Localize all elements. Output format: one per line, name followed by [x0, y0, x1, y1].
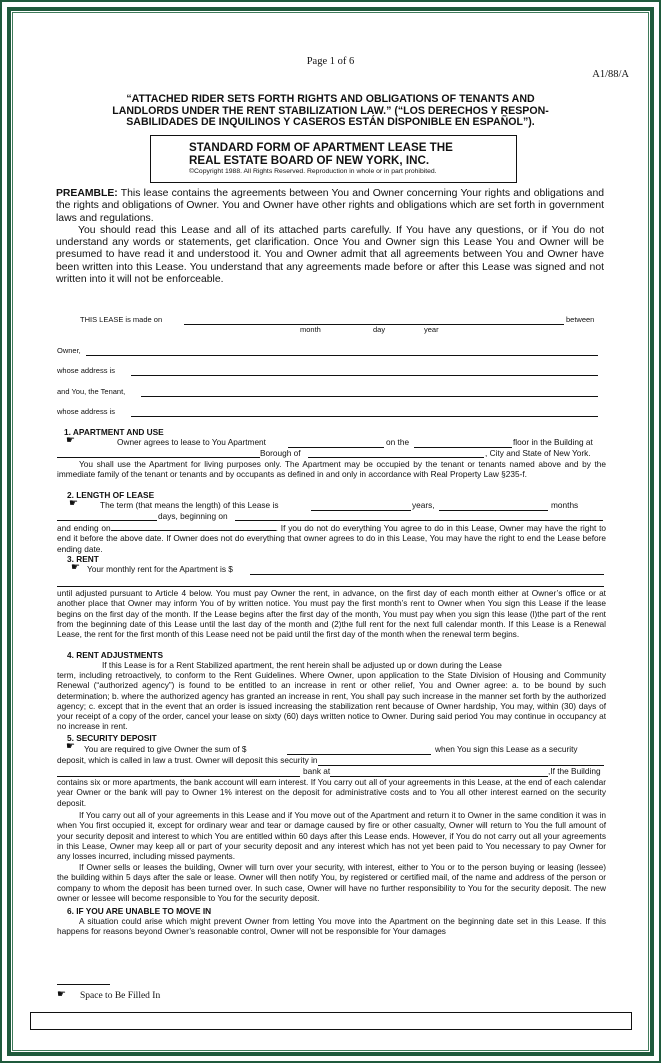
s5-bank-at-label: bank at	[303, 766, 331, 776]
footnote-text: Space to Be Filled In	[80, 991, 161, 1001]
s3-body: until adjusted pursuant to Article 4 below. You must pay Owner the rent, in advance, on the first day of each month either at Owner’s office or at another place that Owner may inform You of by written notice. You must pay the first month’s rent to Owner when You sign this Lease if the lease begins on the first day of the month. If the Lease begins after the first day of the month, You must pay when you sign this lease (l)the part of the rent from the beginning date of this Lease until the last day of the month and (2)the full rent for the next full calendar month. If this Lease is a Renewal Lease, the rent for the first month of this Lease need not be paid until the first day of the month when the renewal term begins.	[57, 588, 606, 640]
s4-body: term, including retroactively, to conform to the Rent Guidelines. Where Owner, upon application to the State Division of Housing and Community Renewal (“authorized agency”) is found to be entitled to an increase in rent or other relief, You and Owner agree: a. to be bound by such determination; b. where the authorized agency has granted an increase in rent, You shall pay such increase in the manner set forth by the authorized agency; c. except that in the event that an order is issued increasing the stabilization rent because of Owner hardship, You may, within (30) days of your receipt of a copy of the order, cancel your lease on sixty (60) days written notice to Owner. During said period You may continue in occupancy at no increase in rent.	[57, 670, 606, 732]
bottom-box	[30, 1012, 632, 1030]
pointing-hand-icon: ☛	[57, 989, 66, 1000]
tenant-name-field[interactable]	[141, 395, 598, 397]
tenant-label: and You, the Tenant,	[57, 387, 126, 396]
rider-line-2: LANDLORDS UNDER THE RENT STABILIZATION LAW.” (“LOS DERECHOS Y RESPON-	[112, 104, 549, 117]
monthly-rent-field[interactable]	[250, 573, 604, 575]
s5-security-label: when You sign this Lease as a security	[435, 744, 578, 754]
lease-page	[14, 14, 647, 1049]
section-1-heading: 1. APARTMENT AND USE	[64, 427, 164, 437]
s6-body: A situation could arise which might prevent Owner from letting You move into the Apartment on the beginning date set in this Lease. If this happens for reasons beyond Owner’s reasonable control, Owner will not be responsible for Your damages	[57, 916, 606, 937]
preamble-p2: You should read this Lease and all of its attached parts carefully. If You have any questions, or if You do not understand any words or statements, get clarification. Once You and Owner sign this Lease You and Owner will be presumed to have read it and understood it. You and Owner admit that all agreements between You and Owner have been written into this Lease. You understand that any agreements made before or after this Lease was signed and not written into it will not be enforceable.	[56, 224, 604, 286]
section-3-heading: 3. RENT	[67, 554, 99, 564]
ending-date-field[interactable]	[111, 522, 276, 531]
month-label: month	[300, 325, 321, 334]
year-label: year	[424, 325, 439, 334]
term-months-field[interactable]	[439, 509, 548, 511]
s2-months-label: months	[551, 500, 579, 510]
copyright-notice: ©Copyright 1988. All Rights Reserved. Reproduction in whole or in part prohibited.	[189, 168, 437, 176]
pointing-hand-icon: ☛	[66, 435, 75, 446]
s4-first-line: If this Lease is for a Rent Stabilized apartment, the rent herein shall be adjusted up or down during the Lease	[102, 660, 502, 670]
s2-years-label: years,	[412, 500, 435, 510]
s1-city-label: , City and State of New York.	[485, 448, 591, 458]
tenant-address-field[interactable]	[131, 415, 598, 417]
title-box	[150, 135, 517, 183]
made-on-label: THIS LEASE is made on	[80, 315, 163, 324]
s5-body-1: contains six or more apartments, the bank account will earn interest. If You carry out all of your agreements in this Lease, at the end of each calendar year Owner or the bank will pay to Owner 1% interest on the deposit for administrative costs and to You all other interest earned on the security deposit.	[57, 777, 606, 808]
s5-body-2: If You carry out all of your agreements in this Lease and if You move out of the Apartment and return it to Owner in the same condition it was in when You first occupied it, except for ordinary wear and tear or damage caused by fire or other casualty, Owner will return to You the full amount of your security deposit and interest to which You are entitled within 60 days after this Lease ends. However, if You do not carry out all your agreements in this Lease, Owner may keep all or part of your security deposit and any interest which has not yet been paid to You necessary to pay Owner for any losses incurred, including missed payments.	[57, 810, 606, 862]
term-years-field[interactable]	[311, 509, 411, 511]
s1-on-the-label: on the	[386, 437, 410, 447]
footnote-rule	[57, 984, 110, 985]
pointing-hand-icon: ☛	[71, 562, 80, 573]
title-line-2: REAL ESTATE BOARD OF NEW YORK, INC.	[189, 154, 430, 168]
section-6-heading: 6. IF YOU ARE UNABLE TO MOVE IN	[67, 906, 212, 916]
s2-term-label: The term (that means the length) of this Lease is	[100, 500, 279, 510]
s1-apartment-label: Owner agrees to lease to You Apartment	[117, 437, 266, 447]
section-5-heading: 5. SECURITY DEPOSIT	[67, 733, 157, 743]
tenant-address-label: whose address is	[57, 407, 115, 416]
page-number: Page 1 of 6	[306, 56, 355, 67]
s2-beginning-label: days, beginning on	[158, 511, 228, 521]
preamble	[56, 188, 604, 286]
preamble-p1: This lease contains the agreements between You and Owner concerning Your rights and obligations and the rights and obligations of Owner. You and Owner have other rights and obligations which are set forth in government laws and regulations.	[56, 188, 604, 224]
s3-rent-label: Your monthly rent for the Apartment is $	[87, 564, 233, 574]
s1-body: You shall use the Apartment for living purposes only. The Apartment may be occupied by the tenant or tenants named above and by the immediate family of the tenant or tenants and by occupants as defined in and only in accordance with Real Property Law §235-f.	[57, 459, 606, 480]
s5-sum-label: You are required to give Owner the sum of $	[84, 744, 247, 754]
building-address-field[interactable]	[57, 456, 260, 458]
pointing-hand-icon: ☛	[69, 498, 78, 509]
preamble-heading: PREAMBLE:	[56, 188, 118, 199]
s2-body	[57, 522, 606, 554]
borough-field[interactable]	[308, 456, 484, 458]
monthly-rent-words-field[interactable]	[57, 585, 604, 587]
pointing-hand-icon: ☛	[66, 741, 75, 752]
s5-body-3: If Owner sells or leases the building, Owner will turn over your security, with interest, either to You or to the person buying or leasing (lessee) the building within 5 days after the sale or lease. Owner will then notify You, by registered or certified mail, of the name and address of the person or company to whom the deposit has been turned over. In such case, Owner will have no further responsibility to You for the security deposit. The new owner or lessee will become responsible to You for the security deposit.	[57, 862, 606, 903]
apartment-field[interactable]	[288, 446, 384, 448]
s1-floor-label: floor in the Building at	[513, 437, 593, 447]
owner-label: Owner,	[57, 346, 81, 355]
section-4-heading: 4. RENT ADJUSTMENTS	[67, 650, 164, 660]
term-days-field[interactable]	[57, 519, 157, 521]
rider-notice	[44, 94, 617, 129]
day-label: day	[373, 325, 386, 334]
s2-ending-label: and ending on	[57, 523, 111, 533]
beginning-date-field[interactable]	[235, 519, 603, 521]
s2-body-text: . If you do not do everything You agree to do in this Lease, Owner may have the right to end it before the above date. If Owner does not do everything that owner agrees to do in this Lease, You may have the right to end the Lease before ending date.	[57, 523, 606, 554]
owner-address-field[interactable]	[131, 374, 598, 376]
section-2-heading: 2. LENGTH OF LEASE	[67, 490, 155, 500]
owner-name-field[interactable]	[86, 354, 598, 356]
rider-line-3: SABILIDADES DE INQUILINOS Y CASEROS ESTÁN DISPONIBLE EN ESPAÑOL”).	[126, 116, 535, 129]
between-label: between	[566, 315, 595, 324]
owner-address-label: whose address is	[57, 366, 115, 375]
s1-borough-label: Borough of	[260, 448, 301, 458]
s5-if-building-label: ,If the Building	[548, 766, 601, 776]
title-line-1: STANDARD FORM OF APARTMENT LEASE THE	[189, 141, 453, 154]
rider-line-1: “ATTACHED RIDER SETS FORTH RIGHTS AND OBLIGATIONS OF TENANTS AND	[126, 93, 535, 105]
form-code: A1/88/A	[592, 69, 629, 80]
s5-deposit-label: deposit, which is called in law a trust. Owner will deposit this security in	[57, 755, 318, 765]
